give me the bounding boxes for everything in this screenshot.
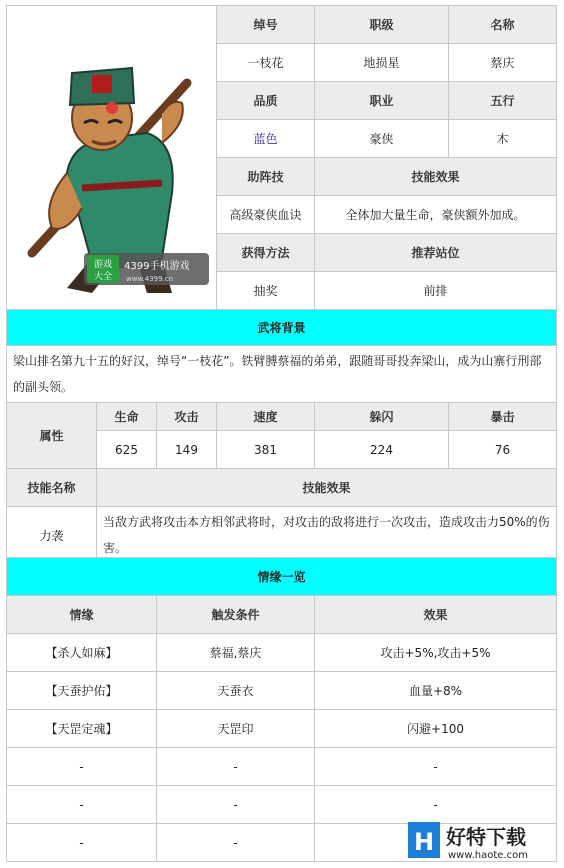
skill-name-header: 技能名称 xyxy=(7,469,97,507)
skill-name-value: 力袭 xyxy=(7,507,97,564)
element-header: 五行 xyxy=(449,82,557,120)
bond-effect: - xyxy=(315,748,557,786)
bonds-title: 情缘一览 xyxy=(7,558,557,596)
skill-effect-value: 当敌方武将攻击本方相邻武将时，对攻击的敌将进行一次攻击，造成攻击力50%的伤害。 xyxy=(97,507,557,564)
name-value: 蔡庆 xyxy=(449,44,557,82)
position-header: 推荐站位 xyxy=(315,234,557,272)
assist-effect-header: 技能效果 xyxy=(315,158,557,196)
stat-value-hp: 625 xyxy=(97,431,157,469)
rank-value: 地损星 xyxy=(315,44,449,82)
haote-title: 好特下载 xyxy=(446,825,526,849)
bond-header-name: 情缘 xyxy=(7,596,157,634)
bond-header-condition: 触发条件 xyxy=(157,596,315,634)
background-title: 武将背景 xyxy=(7,310,557,346)
bond-name: - xyxy=(7,824,157,862)
bond-condition: - xyxy=(157,748,315,786)
stats-label: 属性 xyxy=(7,403,97,469)
hero-portrait xyxy=(12,13,212,303)
stat-header-speed: 速度 xyxy=(217,403,315,431)
name-header: 名称 xyxy=(449,6,557,44)
skill-effect-header: 技能效果 xyxy=(97,469,557,507)
stat-header-hp: 生命 xyxy=(97,403,157,431)
quality-header: 品质 xyxy=(217,82,315,120)
obtain-value: 抽奖 xyxy=(217,272,315,310)
bond-effect: 攻击+5%,攻击+5% xyxy=(315,634,557,672)
background-text: 梁山排名第九十五的好汉，绰号“一枝花”。铁臂膊蔡福的弟弟，跟随哥哥投奔梁山，成为山寨行刑部的副头领。 xyxy=(7,346,557,403)
assist-effect-value: 全体加大量生命，豪侠额外加成。 xyxy=(315,196,557,234)
badge-url: www.4399.cn xyxy=(125,274,173,283)
bond-condition: - xyxy=(157,786,315,824)
hero-detail-table xyxy=(6,309,557,564)
obtain-header: 获得方法 xyxy=(217,234,315,272)
bond-condition: 天蚕衣 xyxy=(157,672,315,710)
bond-name: 【杀人如麻】 xyxy=(7,634,157,672)
stat-value-speed: 381 xyxy=(217,431,315,469)
stat-value-dodge: 224 xyxy=(315,431,449,469)
bond-name: 【天罡定魂】 xyxy=(7,710,157,748)
haote-url: www.haote.com xyxy=(448,850,528,861)
table-row xyxy=(7,748,557,786)
stat-header-attack: 攻击 xyxy=(157,403,217,431)
game-site-badge xyxy=(84,253,209,285)
assist-skill-header: 助阵技 xyxy=(217,158,315,196)
quality-value: 蓝色 xyxy=(217,120,315,158)
table-row xyxy=(7,710,557,748)
badge-text: 4399手机游戏 xyxy=(123,260,189,272)
bonds-table xyxy=(6,557,557,862)
nickname-value: 一枝花 xyxy=(217,44,315,82)
bond-effect: 血量+8% xyxy=(315,672,557,710)
table-row xyxy=(7,672,557,710)
bond-effect: 闪避+100 xyxy=(315,710,557,748)
bond-header-effect: 效果 xyxy=(315,596,557,634)
position-value: 前排 xyxy=(315,272,557,310)
haote-logo-letter: H xyxy=(413,828,435,856)
stat-value-attack: 149 xyxy=(157,431,217,469)
rank-header: 职级 xyxy=(315,6,449,44)
nickname-header: 绰号 xyxy=(217,6,315,44)
hero-info-table xyxy=(6,5,557,310)
badge-line1: 游戏 xyxy=(93,259,112,270)
hero-portrait-cell xyxy=(7,6,217,310)
bond-condition: 天罡印 xyxy=(157,710,315,748)
bond-condition: - xyxy=(157,824,315,862)
bond-effect: - xyxy=(315,786,557,824)
element-value: 木 xyxy=(449,120,557,158)
bond-name: - xyxy=(7,786,157,824)
bond-name: - xyxy=(7,748,157,786)
stat-header-dodge: 躲闪 xyxy=(315,403,449,431)
assist-skill-value: 高级豪侠血诀 xyxy=(217,196,315,234)
stat-header-crit: 暴击 xyxy=(449,403,557,431)
haote-watermark xyxy=(406,818,556,862)
bond-name: 【天蚕护佑】 xyxy=(7,672,157,710)
table-row xyxy=(7,634,557,672)
stat-value-crit: 76 xyxy=(449,431,557,469)
bond-condition: 蔡福,蔡庆 xyxy=(157,634,315,672)
class-value: 豪侠 xyxy=(315,120,449,158)
badge-line2: 大全 xyxy=(93,271,112,282)
class-header: 职业 xyxy=(315,82,449,120)
